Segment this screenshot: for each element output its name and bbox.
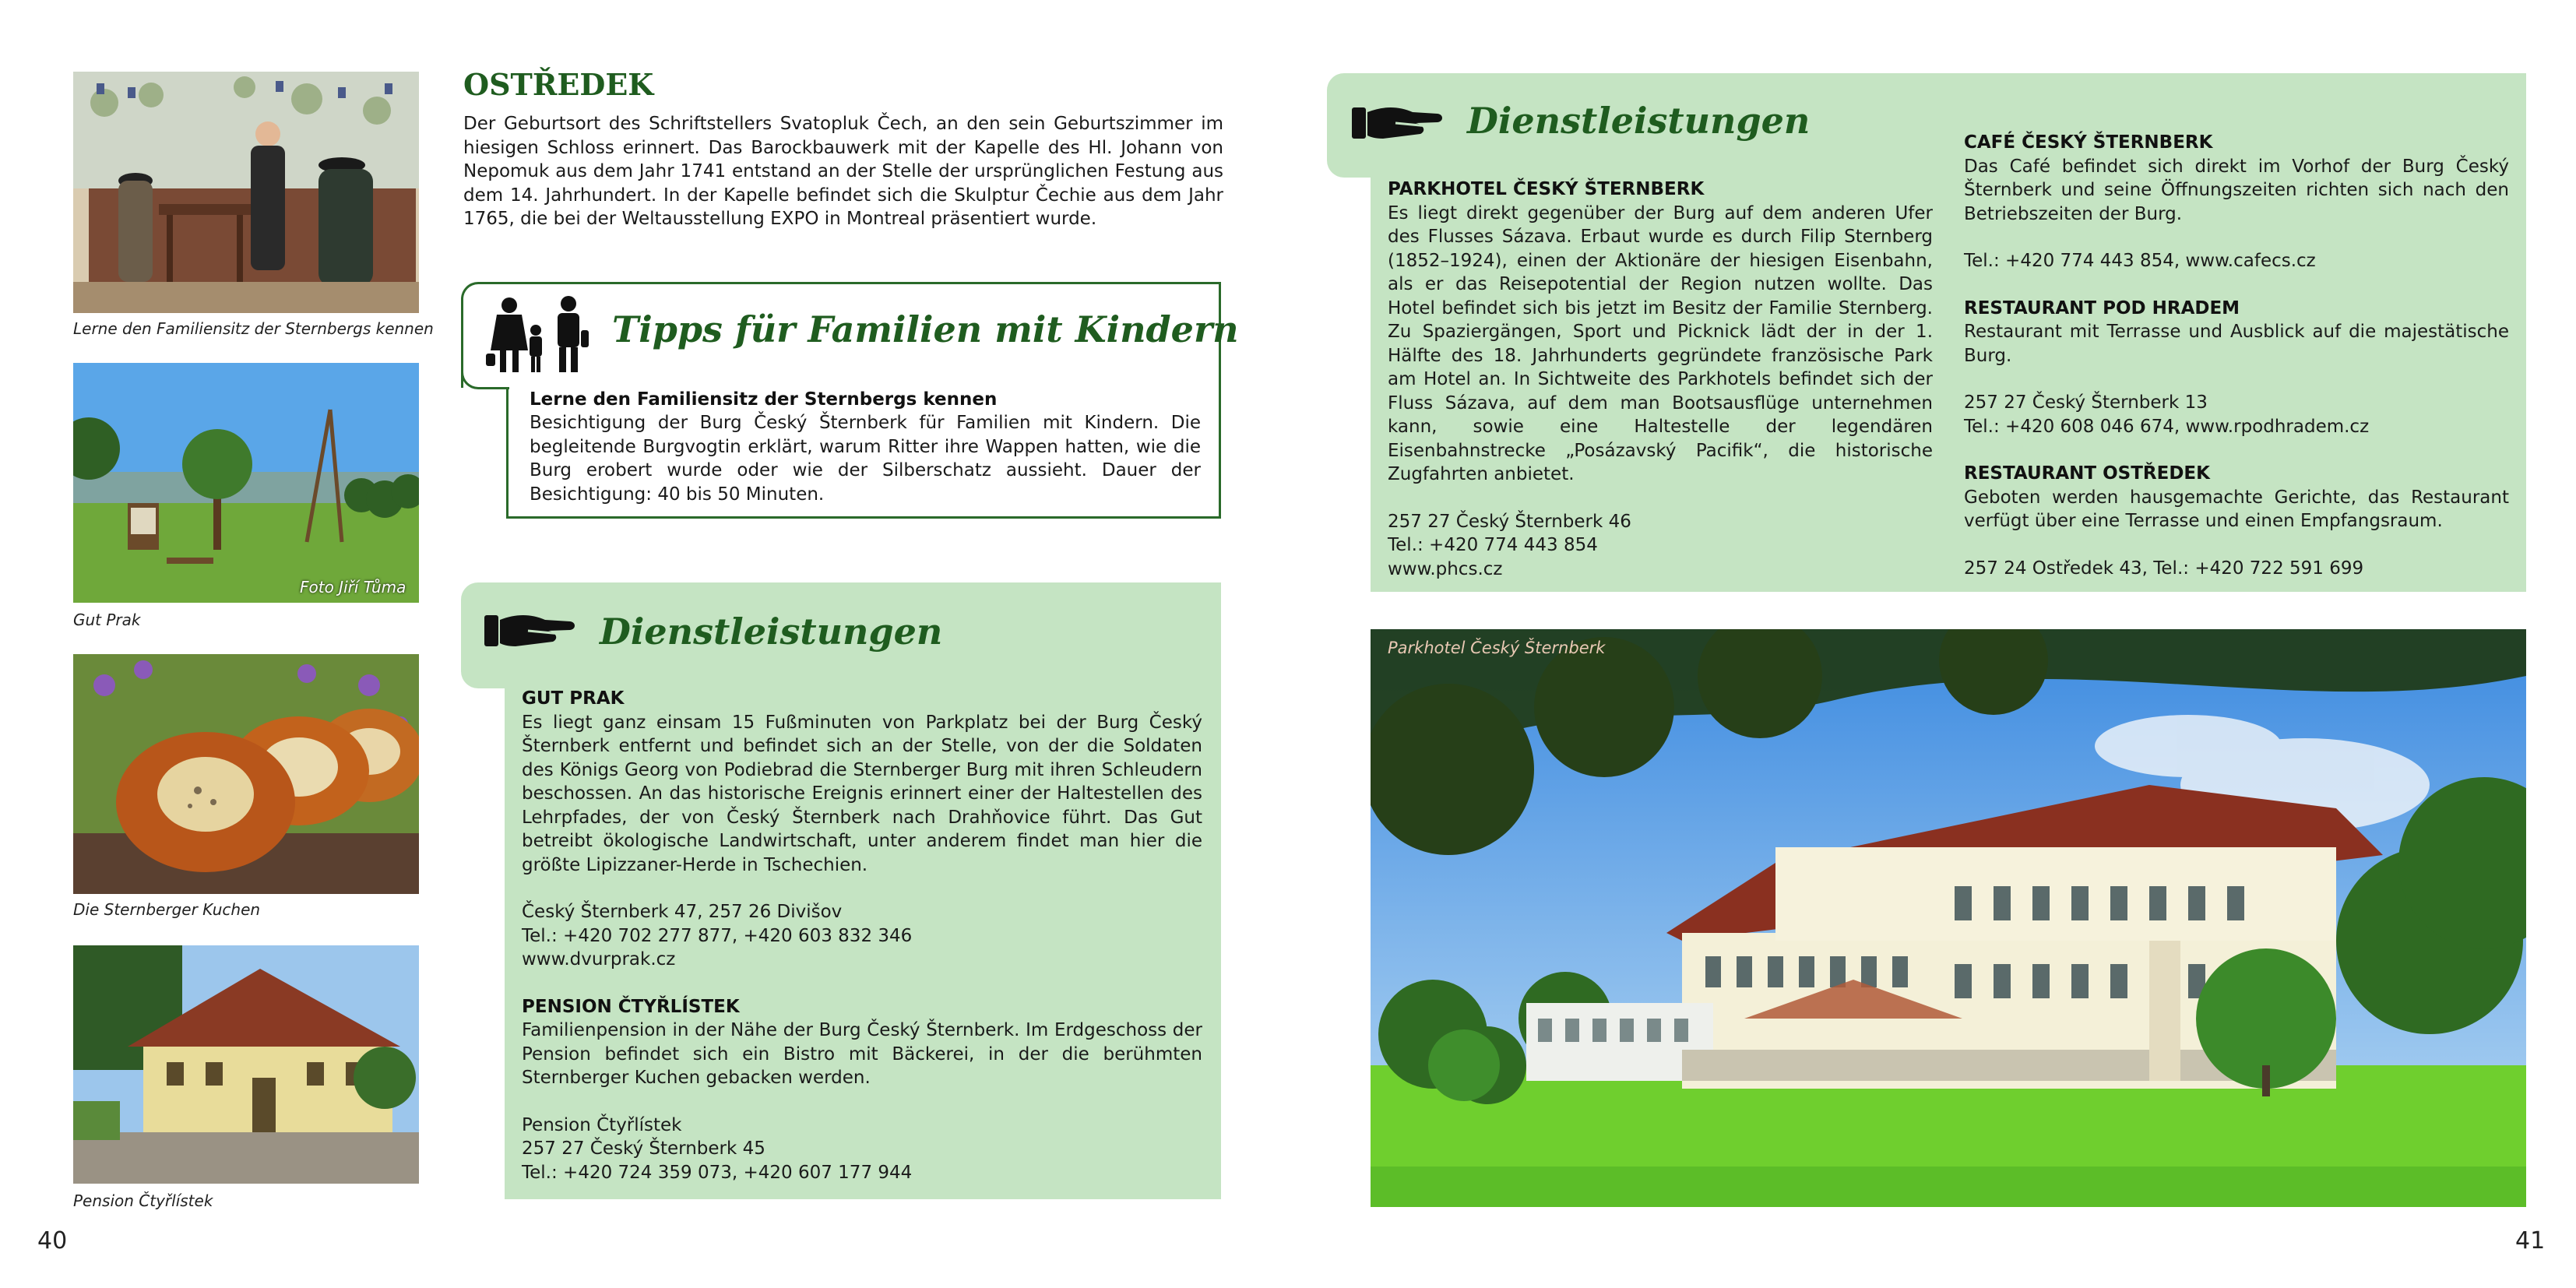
pod-hradem-contact: Tel.: +420 608 046 674, www.rpodhradem.cz: [1964, 416, 2370, 437]
photo-pension: [73, 945, 419, 1184]
photo-kuchen: [73, 654, 419, 894]
parkhotel-name: PARKHOTEL ČESKÝ ŠTERNBERK: [1388, 179, 1705, 199]
ostredek-text: Der Geburtsort des Schriftstellers Svatopluk Čech, an den sein Geburtszimmer im hiesigen Schloss erinnert. Das Barockbauwerk mit der Kapelle des Hl. Johann von Nepomuk aus dem Jahr 1741 entstand an der Stelle der ursprünglichen Festung aus dem 14. Jahrhundert. In der Kapelle befindet sich die Skulptur Čechie aus dem Jahr 1765, die bei der Weltausstellung EXPO in Montreal präsentiert wurde.: [463, 114, 1223, 229]
caption-photo-3: Die Sternberger Kuchen: [73, 900, 261, 919]
caption-photo-2: Gut Prak: [73, 611, 141, 629]
pod-hradem-name: RESTAURANT POD HRADEM: [1964, 297, 2240, 318]
services-title-right: Dienstleistungen: [1467, 100, 1811, 142]
cafe-contact: Tel.: +420 774 443 854, www.cafecs.cz: [1964, 251, 2316, 271]
parkhotel-web[interactable]: www.phcs.cz: [1388, 558, 1503, 579]
hand-icon-left: [484, 611, 578, 654]
ostredek-title: OSTŘEDEK: [463, 67, 654, 102]
ostredek-restaurant-name: RESTAURANT OSTŘEDEK: [1964, 463, 2210, 484]
pod-hradem-text: Restaurant mit Terrasse und Ausblick auf die majestätische Burg.: [1964, 322, 2509, 366]
gut-prak-tel: Tel.: +420 702 277 877, +420 603 832 346: [522, 925, 913, 946]
pension-address: 257 27 Český Šternberk 45: [522, 1138, 765, 1159]
parkhotel-tel: Tel.: +420 774 443 854: [1388, 535, 1598, 555]
pension-name: PENSION ČTYŘLÍSTEK: [522, 996, 740, 1017]
restaurants-block: [1964, 131, 2509, 580]
parkhotel-text: Es liegt direkt gegenüber der Burg auf dem anderen Ufer des Flusses Sázava. Erbaut wurde es durch Filip Sternberg (1852–1924), einen der Aktionäre der hiesigen Eisenbahn, als er das Reisepotential der Region nutzen wollte. Das Hotel befindet sich bis jetzt im Besitz der Familie Sternberg. Zu Spaziergängen, Sport und Picknick lädt der in der 1. Hälfte des 18. Jahrhunderts gegründete französische Park am Hotel an. In Sichtweite des Parkhotels befindet sich der Fluss Sázava, auf dem man Bootsausflüge unternehmen kann, sowie eine Haltestelle der legendären Eisenbahnstrecke „Posázavský Pacifik“, die historische Zugfahrten anbietet.: [1388, 202, 1933, 484]
parkhotel-block: [1388, 178, 1933, 581]
photo-gut-prak: [73, 363, 419, 603]
hand-icon-right: [1352, 103, 1445, 146]
cafe-text: Das Café befindet sich direkt im Vorhof der Burg Český Šternberk und seine Öffnungszeiten richten sich nach den Betriebszeiten der Burg.: [1964, 156, 2509, 224]
tips-title: Tipps für Familien mit Kindern: [612, 308, 1239, 350]
pension-addr-name: Pension Čtyřlístek: [522, 1114, 682, 1135]
caption-photo-1: Lerne den Familiensitz der Sternbergs kennen: [73, 319, 434, 338]
photo-castle-room: [73, 72, 419, 313]
parkhotel-photo-caption: Parkhotel Český Šternberk: [1388, 639, 1606, 657]
pension-text: Familienpension in der Nähe der Burg Český Šternberk. Im Erdgeschoss der Pension befindet sich ein Bistro mit Bäckerei, in der die berühmten Sternberger Kuchen gebacken werden.: [522, 1020, 1202, 1088]
ostredek-restaurant-text: Geboten werden hausgemachte Gerichte, das Restaurant verfügt über eine Terrasse und einen Empfangsraum.: [1964, 487, 2509, 531]
photo-credit: Foto Jiří Tůma: [300, 578, 406, 596]
gut-prak-text: Es liegt ganz einsam 15 Fußminuten von Parkplatz bei der Burg Český Šternberk entfernt und befindet sich an der Stelle, von der die Soldaten des Königs Georg von Podiebrad die Sternberger Burg mit ihren Schleudern beschossen. An das historische Ereignis erinnert einer der Haltestellen des Lehrpfades, der von Český Šternberk nach Drahňovice führt. Das Gut betreibt ökologische Landwirtschaft, unter anderem findet man hier die größte Lipizzaner-Herde in Tschechien.: [522, 712, 1202, 875]
pension-tel: Tel.: +420 724 359 073, +420 607 177 944: [522, 1162, 913, 1183]
page-number-right: 41: [2515, 1227, 2546, 1255]
tips-text: Besichtigung der Burg Český Šternberk für Familien mit Kindern. Die begleitende Burgvogtin erklärt, warum Ritter ihre Wappen hatten, wie die Burg erobert wurde oder wie der Silberschatz aussieht. Dauer der Besichtigung: 40 bis 50 Minuten.: [530, 413, 1201, 505]
cafe-name: CAFÉ ČESKÝ ŠTERNBERK: [1964, 132, 2213, 153]
tips-subhead: Lerne den Familiensitz der Sternbergs kennen: [530, 389, 998, 410]
photo-parkhotel: [1371, 629, 2526, 1207]
page-number-left: 40: [37, 1227, 68, 1255]
family-icon: [484, 296, 593, 374]
services-content-left: [522, 687, 1202, 1184]
pod-hradem-address: 257 27 Český Šternberk 13: [1964, 392, 2208, 413]
ostredek-restaurant-contact: 257 24 Ostředek 43, Tel.: +420 722 591 699: [1964, 558, 2364, 579]
gut-prak-web[interactable]: www.dvurprak.cz: [522, 949, 676, 970]
caption-photo-4: Pension Čtyřlístek: [73, 1191, 213, 1210]
parkhotel-address: 257 27 Český Šternberk 46: [1388, 511, 1631, 532]
gut-prak-address: Český Šternberk 47, 257 26 Divišov: [522, 902, 843, 922]
gut-prak-name: GUT PRAK: [522, 688, 625, 709]
services-title-left: Dienstleistungen: [600, 611, 943, 653]
